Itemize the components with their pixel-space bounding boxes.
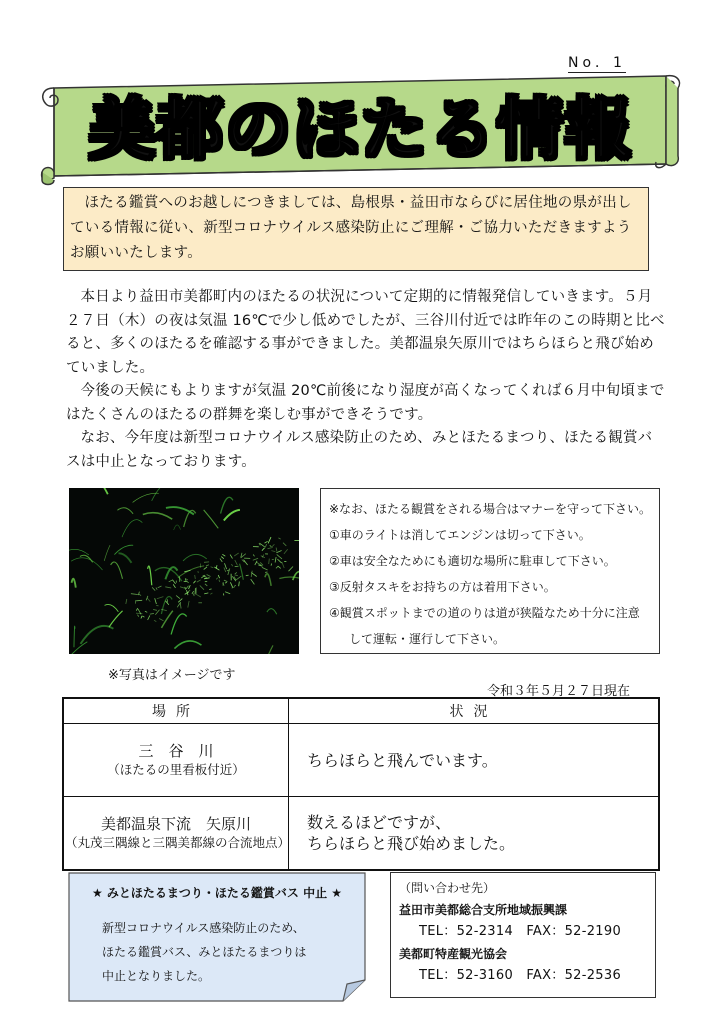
manners-item: ④観賞スポットまでの道のりは道が狭隘なため十分に注意 [329,606,640,620]
firefly-glow [262,567,268,570]
firefly-glow [234,553,239,556]
firefly-glow [136,600,142,601]
firefly-glow [228,568,230,575]
firefly-glow [193,581,195,584]
firefly-trail [224,510,240,521]
firefly-glow [276,548,277,552]
firefly-glow [196,594,201,597]
firefly-glow [251,579,255,584]
firefly-glow [265,541,268,543]
title-banner [36,68,684,186]
firefly-glow [204,578,210,579]
firefly-trail [184,510,196,527]
status-cell [289,724,660,797]
firefly-glow [225,563,227,569]
firefly-image [69,488,299,654]
firefly-glow [255,561,257,565]
table-row [63,724,659,797]
firefly-trail [79,488,108,494]
firefly-glow [165,587,171,588]
firefly-glow [206,565,209,566]
firefly-glow [207,575,211,577]
firefly-glow [141,616,142,619]
firefly-glow [152,587,155,590]
status-cell [289,797,660,871]
firefly-glow [153,610,157,611]
firefly-glow [235,572,237,574]
header-place: 場所 [63,698,289,724]
firefly-glow [159,619,163,621]
firefly-trail [267,609,277,615]
firefly-glow [277,559,281,563]
body-paragraph: なお、今年度は新型コロナウイルス感染防止のため、みとほたるまつり、ほたる観賞バスは中止となっております。 [66,430,653,470]
firefly-glow [218,575,219,578]
table-header-row [63,698,659,724]
firefly-glow [131,594,138,595]
firefly-glow [271,564,272,566]
firefly-glow [224,568,226,573]
status-text: ちらほらと飛び始めました。 [307,834,516,853]
firefly-trail [117,508,133,514]
firefly-glow [232,587,235,588]
firefly-trail [81,626,114,644]
firefly-glow [189,585,191,589]
status-text: 数えるほどですが、 [307,813,452,832]
note-line: 中止となりました。 [102,969,211,983]
firefly-glow [200,586,204,590]
firefly-glow [173,580,176,584]
firefly-glow [145,611,147,612]
body-text [66,286,666,474]
place-cell [63,724,289,797]
firefly-glow [269,559,270,564]
contact-org: 益田市美都総合支所地域振興課 [399,903,568,917]
firefly-glow [197,580,201,582]
note-line: ほたる鑑賞バス、みとほたるまつりは [102,945,307,959]
contact-tel: TEL：52-3160 FAX：52-2536 [419,968,622,983]
firefly-glow [272,559,274,560]
firefly-trail [80,555,93,562]
firefly-glow [282,562,284,568]
status-text: ちらほらと飛んでいます。 [307,750,498,770]
contact-heading: （問い合わせ先） [399,881,496,895]
firefly-status-table [62,697,660,871]
firefly-glow [187,581,189,583]
contact-org: 美都町特産観光協会 [399,947,508,961]
place-name: 美都温泉下流 矢原川 [100,815,251,833]
firefly-glow [169,580,173,582]
firefly-glow [246,575,249,576]
firefly-trail [161,611,172,628]
firefly-trail [174,525,181,530]
firefly-glow [225,582,227,583]
firefly-glow [139,594,142,596]
firefly-trail [178,566,204,578]
firefly-trail [104,545,110,561]
firefly-glow [173,584,175,587]
note-title: ★ みとほたるまつり・ほたる鑑賞バス 中止 ★ [91,886,343,900]
firefly-trail [265,574,271,586]
manners-item: ①車のライトは消してエンジンは切って下さい。 [329,528,591,542]
firefly-trail [74,626,75,647]
firefly-glow [136,608,137,611]
manners-box [320,488,660,654]
body-paragraph: 本日より益田市美都町内のほたるの状況について定期的に情報発信していきます。５月２７日（木）の夜は気温 16℃で少し低めでしたが、三谷川付近では昨年のこの時期と比べると、多くのほたるを確認する事ができました。美都温泉矢原川ではちらほらと飛び始めていました。 [66,289,665,376]
firefly-glow [236,576,241,580]
firefly-glow [235,560,238,565]
firefly-glow [221,557,224,559]
place-detail: （丸茂三隅線と三隅美都線の合流地点） [65,835,291,850]
firefly-glow [178,599,182,603]
firefly-photo [69,488,299,654]
firefly-glow [271,551,275,552]
firefly-glow [266,544,267,547]
firefly-glow [214,567,219,570]
firefly-trail [279,577,299,584]
firefly-trail [174,641,201,649]
firefly-glow [289,567,294,572]
firefly-glow [224,580,228,582]
firefly-glow [126,599,127,604]
firefly-glow [268,537,271,543]
firefly-glow [211,567,214,568]
firefly-glow [188,601,189,608]
firefly-glow [176,596,180,599]
firefly-glow [251,571,252,577]
firefly-glow [278,538,280,539]
firefly-trail [183,554,207,561]
place-detail: （ほたるの里看板付近） [107,762,245,777]
firefly-glow [284,549,288,554]
firefly-trail [69,642,87,654]
firefly-trail [293,572,299,580]
manners-intro: ※なお、ほたる観賞をされる場合はマナーを守って下さい。 [329,502,652,516]
cancellation-note [68,872,366,1002]
firefly-trail [265,645,273,654]
firefly-glow [210,593,212,594]
firefly-glow [239,582,240,587]
as-of-date: 令和３年５月２７日現在 [487,684,631,699]
firefly-glow [260,543,265,547]
firefly-glow [147,598,150,602]
firefly-glow [143,616,145,617]
firefly-glow [204,593,208,594]
firefly-glow [225,592,230,594]
firefly-glow [216,578,217,580]
firefly-glow [275,557,276,562]
firefly-trail [109,611,123,627]
firefly-trail [72,579,76,588]
firefly-glow [253,555,254,557]
firefly-glow [158,586,162,588]
firefly-trail [171,614,187,635]
manners-item-continuation: して運転・運行して下さい。 [349,632,506,646]
firefly-glow [253,558,258,560]
firefly-glow [283,543,286,546]
firefly-glow [232,564,233,566]
photo-caption: ※写真はイメージです [108,668,236,683]
firefly-glow [155,598,157,604]
firefly-glow [234,585,236,586]
table-row [63,797,659,871]
header-status: 状況 [289,698,660,724]
firefly-glow [180,587,185,589]
contact-box [390,872,656,998]
firefly-trail [118,553,131,563]
firefly-trail [161,597,172,614]
notice-box [63,187,649,271]
place-name: 三 谷 川 [138,742,214,760]
firefly-trail [221,497,233,513]
firefly-glow [193,593,195,596]
manners-item: ②車は安全なためにも適切な場所に駐車して下さい。 [329,554,616,568]
firefly-glow [180,603,181,609]
issue-number: No．1 [568,55,626,71]
firefly-trail [114,545,133,554]
firefly-glow [154,620,156,621]
place-cell [63,797,289,871]
body-paragraph: 今後の天候にもよりますが気温 20℃前後になり湿度が高くなってくれば６月中旬頃まではたくさんのほたるの群舞を楽しむ事ができそうです。 [66,383,665,423]
firefly-glow [235,566,239,567]
firefly-glow [187,590,190,593]
firefly-glow [277,554,282,559]
banner-title: 美都のほたる情報 [89,91,633,168]
firefly-trail [204,510,219,528]
note-line: 新型コロナウイルス感染防止のため、 [102,921,305,935]
note-body [102,916,306,988]
firefly-trail [69,549,89,555]
firefly-glow [156,588,157,590]
firefly-glow [262,548,264,551]
firefly-trail [122,520,142,537]
firefly-glow [157,597,164,599]
firefly-glow [219,580,220,582]
firefly-trail [111,562,123,579]
firefly-glow [150,614,154,615]
firefly-glow [205,584,207,586]
firefly-glow [148,615,150,620]
firefly-glow [155,610,159,615]
firefly-glow [209,589,211,590]
firefly-glow [204,567,207,570]
firefly-glow [235,575,238,576]
firefly-trail [105,604,119,611]
firefly-glow [270,545,272,546]
firefly-trail [71,558,102,570]
firefly-glow [272,544,275,547]
firefly-glow [268,548,273,549]
firefly-trail [152,488,179,501]
firefly-trail [148,566,152,585]
firefly-glow [276,566,278,568]
firefly-glow [230,555,232,559]
firefly-glow [195,575,196,579]
firefly-glow [230,582,232,587]
notice-text: ほたる鑑賞へのお越しにつきましては、島根県・益田市ならびに居住地の県が出している情報に従い、新型コロナウイルス感染防止にご理解・ご協力いただきますようお願いいたします。 [70,195,632,261]
manners-item: ③反射タスキをお持ちの方は着用下さい。 [329,580,556,594]
firefly-trail [143,513,172,520]
firefly-glow [222,554,225,556]
firefly-trail [166,507,194,514]
firefly-glow [138,615,139,617]
contact-tel: TEL：52-2314 FAX：52-2190 [419,924,622,939]
firefly-glow [220,559,222,562]
